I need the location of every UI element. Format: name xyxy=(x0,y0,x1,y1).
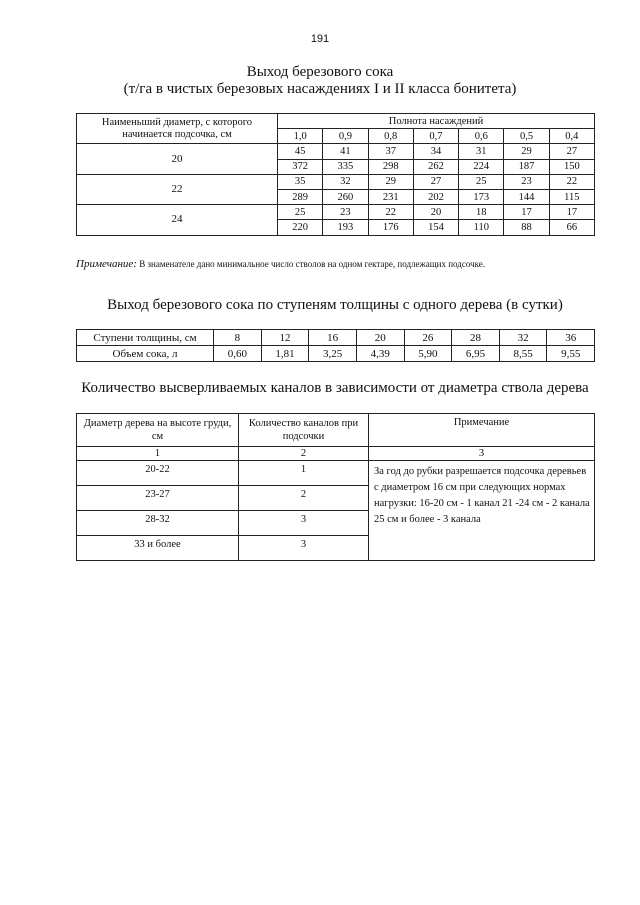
row-diameter: 24 xyxy=(77,205,278,235)
header-row xyxy=(77,414,595,447)
cell-yield: 23 xyxy=(323,205,368,220)
section1-title-line1: Выход березового сока xyxy=(246,64,394,80)
cell-stems: 262 xyxy=(413,159,458,174)
table-row xyxy=(77,330,595,346)
density-col: 0,9 xyxy=(323,129,368,144)
cell-yield: 17 xyxy=(504,205,549,220)
cell-stems: 224 xyxy=(459,159,504,174)
cell-yield: 35 xyxy=(278,174,323,189)
density-col: 0,7 xyxy=(413,129,458,144)
cell-yield: 25 xyxy=(278,205,323,220)
cell-stems: 88 xyxy=(504,220,549,235)
cell-diameter: 20-22 xyxy=(77,461,239,486)
cell-yield: 31 xyxy=(459,144,504,159)
header-note: Примечание xyxy=(369,414,595,447)
cell-stems: 193 xyxy=(323,220,368,235)
cell-thickness: 32 xyxy=(499,330,547,346)
cell-volume: 9,55 xyxy=(547,346,595,362)
table-row xyxy=(77,144,595,159)
cell-stems: 260 xyxy=(323,189,368,204)
cell-stems: 154 xyxy=(413,220,458,235)
channels-table xyxy=(76,413,595,561)
cell-stems: 144 xyxy=(504,189,549,204)
row-diameter: 22 xyxy=(77,174,278,204)
cell-stems: 220 xyxy=(278,220,323,235)
cell-stems: 150 xyxy=(549,159,594,174)
cell-channels: 3 xyxy=(239,511,369,536)
section3-title: Количество высверливаемых каналов в зависимости от диаметра ствола дерева xyxy=(81,380,589,396)
cell-stems: 115 xyxy=(549,189,594,204)
cell-volume: 6,95 xyxy=(452,346,500,362)
section1-title xyxy=(0,64,640,98)
cell-yield: 29 xyxy=(504,144,549,159)
section1-note xyxy=(76,258,595,271)
cell-volume: 0,60 xyxy=(214,346,262,362)
cell-volume: 3,25 xyxy=(309,346,357,362)
cell-stems: 173 xyxy=(459,189,504,204)
cell-yield: 23 xyxy=(504,174,549,189)
header-density-group: Полнота насаждений xyxy=(278,114,595,129)
cell-volume: 5,90 xyxy=(404,346,452,362)
cell-yield: 22 xyxy=(368,205,413,220)
row-diameter: 20 xyxy=(77,144,278,174)
cell-yield: 27 xyxy=(549,144,594,159)
cell-channels: 3 xyxy=(239,536,369,561)
cell-yield: 34 xyxy=(413,144,458,159)
cell-note: За год до рубки разрешается подсочка деревьев с диаметром 16 см при следующих нормах нагрузки: 16-20 см - 1 канал 21 -24 см - 2 канала 25 см и более - 3 канала xyxy=(369,461,595,561)
density-col: 0,8 xyxy=(368,129,413,144)
cell-yield: 29 xyxy=(368,174,413,189)
cell-yield: 22 xyxy=(549,174,594,189)
cell-yield: 25 xyxy=(459,174,504,189)
cell-stems: 231 xyxy=(368,189,413,204)
table-row xyxy=(77,174,595,189)
density-col: 0,5 xyxy=(504,129,549,144)
cell-yield: 41 xyxy=(323,144,368,159)
cell-stems: 176 xyxy=(368,220,413,235)
cell-stems: 298 xyxy=(368,159,413,174)
row-label-thickness: Ступени толщины, см xyxy=(77,330,214,346)
density-col: 0,6 xyxy=(459,129,504,144)
cell-stems: 66 xyxy=(549,220,594,235)
table-row xyxy=(77,205,595,220)
cell-thickness: 12 xyxy=(261,330,309,346)
note-text: В знаменателе дано минимальное число стволов на одном гектаре, подлежащих подсочке. xyxy=(139,259,486,269)
sap-yield-per-hectare-table xyxy=(76,113,595,236)
col-number: 2 xyxy=(239,447,369,461)
density-col: 0,4 xyxy=(549,129,594,144)
header-min-diameter: Наименьший диаметр, с которого начинается подсочка, см xyxy=(77,114,278,144)
cell-yield: 27 xyxy=(413,174,458,189)
cell-channels: 2 xyxy=(239,486,369,511)
header-diameter: Диаметр дерева на высоте груди, см xyxy=(77,414,239,447)
sap-per-tree-table xyxy=(76,329,595,362)
cell-yield: 20 xyxy=(413,205,458,220)
cell-yield: 32 xyxy=(323,174,368,189)
cell-thickness: 16 xyxy=(309,330,357,346)
cell-diameter: 23-27 xyxy=(77,486,239,511)
column-number-row xyxy=(77,447,595,461)
cell-channels: 1 xyxy=(239,461,369,486)
cell-yield: 17 xyxy=(549,205,594,220)
cell-stems: 335 xyxy=(323,159,368,174)
cell-yield: 18 xyxy=(459,205,504,220)
cell-yield: 45 xyxy=(278,144,323,159)
section1-title-line2: (т/га в чистых березовых насаждениях I и II класса бонитета) xyxy=(123,81,517,97)
cell-stems: 110 xyxy=(459,220,504,235)
cell-diameter: 33 и более xyxy=(77,536,239,561)
section2-title: Выход березового сока по ступеням толщины с одного дерева (в сутки) xyxy=(107,297,563,313)
cell-diameter: 28-32 xyxy=(77,511,239,536)
density-col: 1,0 xyxy=(278,129,323,144)
row-label-volume: Объем сока, л xyxy=(77,346,214,362)
cell-thickness: 8 xyxy=(214,330,262,346)
cell-volume: 1,81 xyxy=(261,346,309,362)
table-row xyxy=(77,346,595,362)
cell-stems: 372 xyxy=(278,159,323,174)
cell-stems: 202 xyxy=(413,189,458,204)
cell-volume: 8,55 xyxy=(499,346,547,362)
col-number: 3 xyxy=(369,447,595,461)
header-channels: Количество каналов при подсочки xyxy=(239,414,369,447)
note-label: Примечание: xyxy=(76,258,137,270)
page-number: 191 xyxy=(310,33,330,45)
cell-stems: 187 xyxy=(504,159,549,174)
cell-yield: 37 xyxy=(368,144,413,159)
cell-volume: 4,39 xyxy=(356,346,404,362)
table-row xyxy=(77,461,595,486)
cell-thickness: 36 xyxy=(547,330,595,346)
cell-thickness: 26 xyxy=(404,330,452,346)
cell-thickness: 20 xyxy=(356,330,404,346)
cell-thickness: 28 xyxy=(452,330,500,346)
col-number: 1 xyxy=(77,447,239,461)
cell-stems: 289 xyxy=(278,189,323,204)
